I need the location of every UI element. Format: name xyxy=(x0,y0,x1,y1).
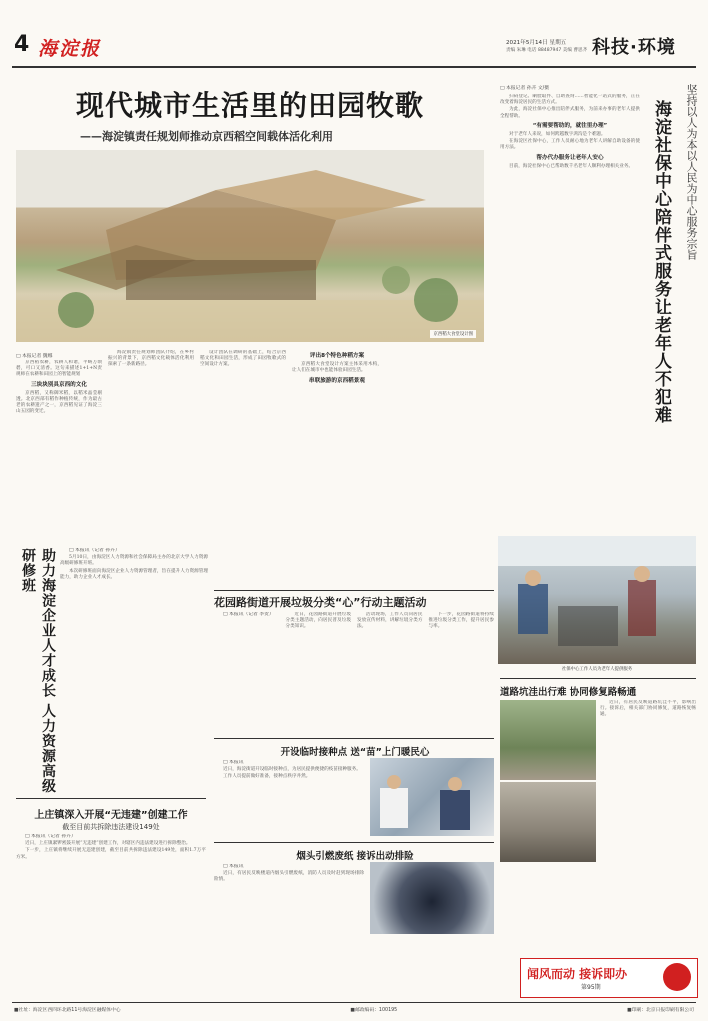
vertical-paragraph: 5月10日，由海淀区人力资源和社会保障局主办的北京大学人力资源高级研修班开班。 xyxy=(60,555,208,567)
main-text-col-1 xyxy=(16,360,102,576)
smoke-photo xyxy=(370,862,494,934)
village-text xyxy=(16,834,206,994)
road-box-number: 第95期 xyxy=(581,984,601,991)
masthead xyxy=(8,26,700,64)
sidebar-headline: 海淀社保中心陪伴式服务让老年人不犯难 xyxy=(651,100,671,424)
vaccination-photo xyxy=(370,758,494,836)
garbage-headline: 花园路街道开展垃圾分类“心”行动主题活动 xyxy=(214,596,427,609)
footer-postcode: ■邮政编码：100195 xyxy=(350,1008,398,1013)
vaccination-illustration xyxy=(370,758,494,836)
editor-line: 责编 朱琳 电话 88487947 美编 曹思齐 xyxy=(506,48,588,53)
community-paragraph: 工作人员提前做好准备，接种点秩序井然。 xyxy=(223,774,311,780)
community-paragraph: 近日，海淀街道开设临时接种点，为居民提供便捷的疫苗接种服务。 xyxy=(223,767,361,773)
smoke-text xyxy=(214,864,364,984)
smoke-paragraph: 近日，有居民反映楼道内烟头引燃废纸，消防人员及时赶到现场排除险情。 xyxy=(214,871,364,883)
garbage-byline: □ 本报讯（记者 李贺） xyxy=(223,612,274,617)
sidebar-paragraph: 目前，海淀社保中心已帮助数千名老年人顺利办理相关业务。 xyxy=(509,163,634,169)
community-byline: □ 本报讯 xyxy=(223,760,244,765)
main-photo xyxy=(16,150,484,342)
section-label: 科技·环境 xyxy=(592,37,676,58)
vertical-byline: □ 本报讯（记者 孙卉） xyxy=(69,548,120,553)
main-paragraph: 海淀镇责任规划师团队介绍，在乡村振兴的背景下，京西稻文化载体活化利用探索了一条新路径。 xyxy=(108,350,194,368)
footer-printer: ■印刷：北京日报印刷有限公司 xyxy=(627,1008,694,1013)
main-paragraph: 京西稻，又称御米稻，以稻米晶莹剔透。北京西部有稻作种植传统，作为最古老的农耕遗产之一，京西稻见证了海淀三山五园的变迁。 xyxy=(16,390,102,415)
main-paragraph: 设计团队在调研的基础上，结合京西稻文化和田园生活，形成了田园牧歌式的空间设计方案。 xyxy=(200,350,286,368)
vertical-article-text xyxy=(60,548,208,788)
main-subtitle: ——海淀镇责任规划师推动京西稻空间载体活化利用 xyxy=(80,130,333,143)
sidebar-paragraph: 扫码登记、刷脸取件、自助查询……智能化一站式的服务，正在改变着海淀居民的生活方式。 xyxy=(500,94,640,106)
garbage-text xyxy=(214,612,494,732)
road-text xyxy=(600,700,696,940)
village-headline: 上庄镇深入开展“无违建”创建工作 xyxy=(34,810,188,821)
garbage-paragraph: 下一步，花园路街道将持续推进垃圾分类工作，提升居民参与率。 xyxy=(428,612,494,630)
sidebar-byline: □ 本报记者 孙卉 文/摄 xyxy=(500,86,550,91)
main-photo-caption: 京西稻大食堂设计图 xyxy=(430,330,476,338)
main-byline: □ 本报记者 魏娜 xyxy=(16,354,53,359)
village-byline: □ 本报讯（记者 孙卉） xyxy=(25,834,76,839)
main-text-col-3 xyxy=(200,350,286,440)
road-photo-2 xyxy=(500,782,596,862)
rendering-illustration xyxy=(16,150,484,342)
vertical-paragraph: 本次研修班面向海淀区企业人力资源管理者，旨在提升人力资源管理能力，助力企业人才成长。 xyxy=(60,568,208,580)
road-headline: 道路坑洼出行难 协同修复路畅通 xyxy=(500,687,637,698)
main-text-col-4 xyxy=(292,350,382,550)
main-subheading: 串联旅游的京西稻景观 xyxy=(309,377,365,384)
smoke-byline: □ 本报讯 xyxy=(223,864,244,869)
footer-address: ■社址：海淀区西四环北路11号海淀区融媒体中心 xyxy=(14,1008,121,1013)
sidebar-paragraph: 在海淀区社保中心，工作人员耐心地为老年人讲解自助设备的使用方法。 xyxy=(500,139,640,151)
sidebar-photo xyxy=(498,536,696,664)
sidebar-paragraph: 对于老年人来说，如何跨越数字鸿沟是个难题。 xyxy=(509,132,606,138)
road-paragraph: 近日，有居民反映道路坑洼不平，影响出行。接诉后，相关部门协同修复，道路恢复畅通。 xyxy=(600,700,696,718)
road-photo-1 xyxy=(500,700,596,780)
page-number: 4 xyxy=(14,32,30,57)
vertical-headline: 助力海淀企业人才成长 人力资源高级研修班 xyxy=(20,548,56,794)
sidebar-paragraph: 为此，海淀社保中心推出陪伴式服务，为前来办事的老年人提供全程帮助。 xyxy=(500,107,640,119)
garbage-paragraph: 活动现场，工作人员向居民发放宣传材料，讲解垃圾分类方法。 xyxy=(357,612,423,630)
main-paragraph: 京西稻大食堂设计方案主体采用木构，让人们在城市中也能体验田园生活。 xyxy=(292,362,382,374)
road-box-title: 闻风而动 接诉即办 xyxy=(527,967,628,981)
garbage-paragraph: 近日，花园路街道开展垃圾分类主题活动，向居民普及垃圾分类知识。 xyxy=(285,612,351,630)
sidebar-subheading: 帮办代办服务让老年人安心 xyxy=(536,154,604,161)
smoke-headline: 烟头引燃废纸 接诉出动排险 xyxy=(296,851,414,862)
paper-name-logo: 海淀报 xyxy=(38,38,102,60)
community-text xyxy=(214,760,364,830)
main-paragraph: 京西稻农耕，农耕人和谐，平畴万顷碧，可口又清香。这句来描述1+1+N责规师在农耕和田园上的智能规划 xyxy=(16,360,102,378)
village-paragraph: 近日，上庄镇紧锣密鼓开展“无违建”创建工作，对辖区内违法建设进行拆除整治。 xyxy=(25,841,191,847)
community-rule xyxy=(214,738,494,739)
footer-rule xyxy=(12,1002,696,1003)
road-box-logo-icon xyxy=(663,963,691,991)
road-rule xyxy=(500,678,696,679)
community-headline: 开设临时接种点 送“苗”上门暖民心 xyxy=(280,747,430,758)
village-subtitle: 截至目前共拆除违法建设149处 xyxy=(62,823,160,831)
sidebar-subheading: “有需要帮助的，就往里办理” xyxy=(532,122,608,129)
village-paragraph: 下一步，上庄镇将继续开展无违建创建，截至目前共拆除违法建设149处，面积1.7万平方米。 xyxy=(16,848,206,860)
main-subheading: 评出8个特色种稻方案 xyxy=(309,353,365,359)
main-subheading: 三块块别具京西的文化 xyxy=(31,381,87,388)
village-rule xyxy=(16,798,206,799)
sidebar-photo-caption: 社保中心工作人员为老年人提供服务 xyxy=(561,667,633,672)
footer xyxy=(14,1006,694,1013)
masthead-rule xyxy=(12,66,696,68)
garbage-rule xyxy=(214,590,494,591)
sidebar-kicker: 坚持以人为本以人民为中心服务宗旨 xyxy=(685,84,698,260)
service-hall-illustration xyxy=(498,536,696,664)
main-text-col-2 xyxy=(108,350,194,440)
sidebar-text xyxy=(500,94,640,534)
main-headline: 现代城市生活里的田园牧歌 xyxy=(75,89,424,122)
date-line: 2021年5月14日 星期五 xyxy=(506,40,567,46)
smoke-rule xyxy=(214,842,494,843)
road-box xyxy=(520,958,698,998)
